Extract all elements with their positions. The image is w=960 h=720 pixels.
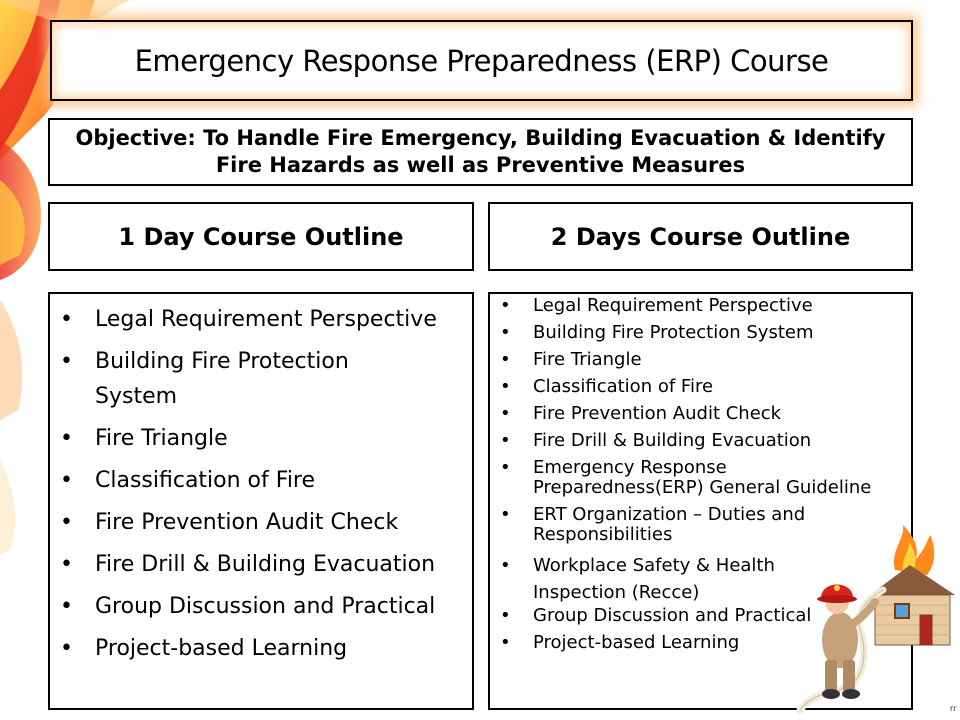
objective-text: Objective: To Handle Fire Emergency, Building Evacuation & Identify Fire Hazards as well as Preventive Measures <box>75 126 886 177</box>
list-item: • Group Discussion and Practical <box>50 589 470 624</box>
list-item: • Classification of Fire <box>490 377 910 397</box>
list-item: • Project-based Learning <box>50 631 470 666</box>
list-item: • Legal Requirement Perspective <box>490 296 910 316</box>
one-day-outline-heading: 1 Day Course Outline <box>118 222 404 251</box>
list-item: • Legal Requirement Perspective <box>50 302 470 337</box>
list-item: • Workplace Safety & Health Inspection (Recce) <box>490 552 790 606</box>
list-item: • Fire Drill & Building Evacuation <box>490 431 910 451</box>
list-item: • Fire Prevention Audit Check <box>50 505 470 540</box>
one-day-outline-heading-box <box>48 202 474 271</box>
list-item: • ERT Organization – Duties and Responsibilities <box>490 505 820 545</box>
title-box <box>50 20 913 101</box>
list-item: • Building Fire Protection System <box>50 344 380 414</box>
list-item: • Fire Prevention Audit Check <box>490 404 910 424</box>
objective-box <box>48 118 913 186</box>
list-item: • Fire Drill & Building Evacuation <box>50 547 470 582</box>
page-title: Emergency Response Preparedness (ERP) Course <box>134 43 829 78</box>
corner-mark: rr <box>950 704 957 713</box>
list-item: • Emergency Response Preparedness(ERP) General Guideline <box>490 458 890 498</box>
list-item: • Building Fire Protection System <box>490 323 910 343</box>
list-item: • Fire Triangle <box>490 350 910 370</box>
list-item: • Fire Triangle <box>50 421 470 456</box>
two-days-outline-heading: 2 Days Course Outline <box>550 222 851 251</box>
list-item: • Classification of Fire <box>50 463 470 498</box>
two-days-outline-heading-box <box>488 202 913 271</box>
one-day-outline-list-box <box>48 292 474 710</box>
firefighter-house-illustration <box>795 520 960 715</box>
list-item: • Group Discussion and Practical <box>490 606 910 626</box>
list-item: • Project-based Learning <box>490 633 910 653</box>
one-day-outline-list <box>50 302 470 673</box>
